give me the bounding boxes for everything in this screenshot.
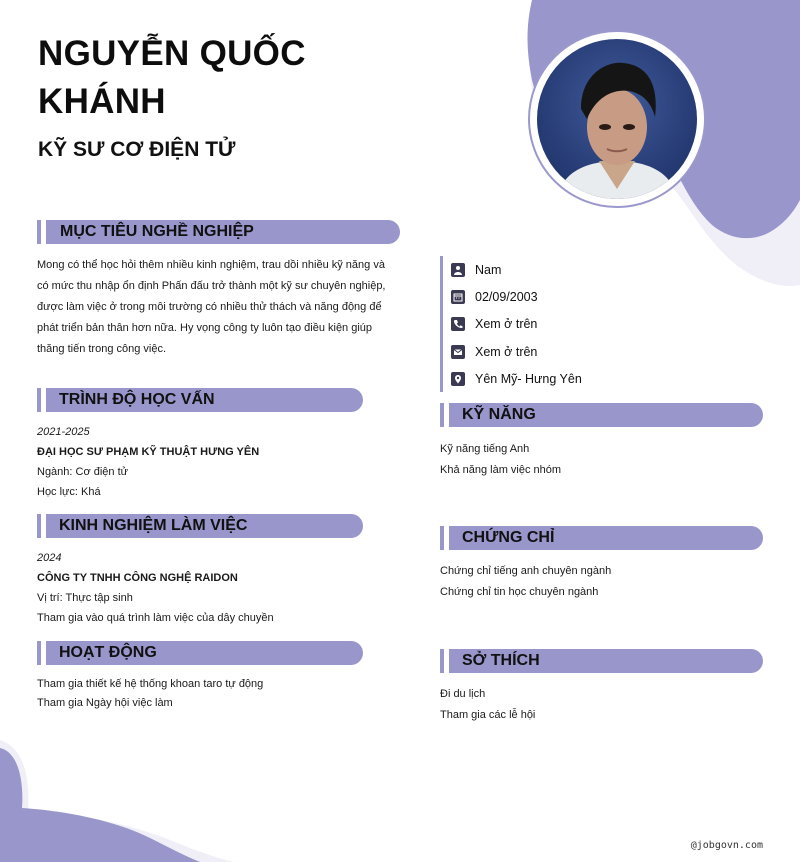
experience-description: Tham gia vào quá trình làm việc của dây chuyền xyxy=(37,612,274,624)
education-period: 2021-2025 xyxy=(37,426,90,438)
hobby-item: Đi du lịch xyxy=(440,688,486,700)
objective-line: Mong có thể học hỏi thêm nhiều kinh nghiệm, trau dồi nhiều kỹ năng và xyxy=(37,259,385,271)
bottom-left-blob xyxy=(0,740,260,862)
phone-value[interactable]: Xem ở trên xyxy=(475,317,538,332)
activity-item: Tham gia Ngày hội việc làm xyxy=(37,697,173,709)
experience-company: CÔNG TY TNHH CÔNG NGHỆ RAIDON xyxy=(37,572,238,584)
contact-email xyxy=(451,338,651,365)
hobbies-block xyxy=(440,684,760,726)
section-objective-title: MỤC TIÊU NGHỀ NGHIỆP xyxy=(60,223,254,240)
footer-watermark[interactable]: @jobgovn.com xyxy=(690,840,763,851)
phone-icon xyxy=(451,317,465,331)
section-activities-title: HOẠT ĐỘNG xyxy=(59,644,157,661)
section-objective-header xyxy=(37,220,400,244)
profile-photo-frame xyxy=(528,30,706,208)
email-value[interactable]: Xem ở trên xyxy=(475,344,538,359)
certificate-item: Chứng chỉ tin học chuyên ngành xyxy=(440,586,599,598)
certificates-block xyxy=(440,561,760,603)
section-skills-title: KỸ NĂNG xyxy=(462,406,536,423)
hobby-item: Tham gia các lễ hội xyxy=(440,709,536,721)
person-icon xyxy=(451,263,465,277)
contact-gender xyxy=(451,256,651,283)
section-skills-header xyxy=(440,403,763,427)
skills-block xyxy=(440,439,760,481)
full-name: NGUYỄN QUỐC KHÁNH xyxy=(38,34,306,121)
location-pin-icon xyxy=(451,372,465,386)
contact-address xyxy=(451,365,651,392)
activities-block xyxy=(37,675,397,713)
section-education-header xyxy=(37,388,363,412)
job-title: KỸ SƯ CƠ ĐIỆN TỬ xyxy=(38,138,236,161)
experience-position: Vị trí: Thực tập sinh xyxy=(37,592,133,604)
contact-dob xyxy=(451,283,651,310)
education-grade: Học lực: Khá xyxy=(37,486,101,498)
objective-line: có mức thu nhập ổn định Phấn đấu trở thành một kỹ sư chuyên nghiệp, xyxy=(37,280,386,292)
section-experience-header xyxy=(37,514,363,538)
section-experience-title: KINH NGHIỆM LÀM VIỆC xyxy=(59,517,248,534)
experience-block xyxy=(37,548,397,628)
objective-line: phát triển bản thân hơn nữa. Hy vọng công ty luôn tạo điều kiện giúp xyxy=(37,322,373,334)
skill-item: Khả năng làm việc nhóm xyxy=(440,464,562,476)
objective-line: được làm việc ở trong môi trường có nhiều thử thách và năng động để xyxy=(37,301,382,313)
section-education-title: TRÌNH ĐỘ HỌC VẤN xyxy=(59,391,215,408)
gender-value: Nam xyxy=(475,262,502,277)
objective-line: thăng tiến trong công việc. xyxy=(37,343,167,355)
section-hobbies-header xyxy=(440,649,763,673)
skill-item: Kỹ năng tiếng Anh xyxy=(440,443,530,455)
address-value: Yên Mỹ- Hưng Yên xyxy=(475,371,582,386)
contact-phone xyxy=(451,311,651,338)
experience-year: 2024 xyxy=(37,552,62,564)
section-certificates-header xyxy=(440,526,763,550)
section-hobbies-title: SỞ THÍCH xyxy=(462,652,540,669)
education-school: ĐẠI HỌC SƯ PHẠM KỸ THUẬT HƯNG YÊN xyxy=(37,446,260,458)
objective-text xyxy=(37,255,397,360)
calendar-icon xyxy=(451,290,465,304)
education-major: Ngành: Cơ điện tử xyxy=(37,466,129,478)
section-certificates-title: CHỨNG CHỈ xyxy=(462,529,555,546)
activity-item: Tham gia thiết kế hệ thống khoan taro tự động xyxy=(37,678,264,690)
mail-icon xyxy=(451,345,465,359)
education-block xyxy=(37,422,397,502)
contact-list xyxy=(440,256,651,392)
portrait-photo xyxy=(537,39,697,199)
dob-value: 02/09/2003 xyxy=(475,289,538,304)
certificate-item: Chứng chỉ tiếng anh chuyên ngành xyxy=(440,565,612,577)
section-activities-header xyxy=(37,641,363,665)
